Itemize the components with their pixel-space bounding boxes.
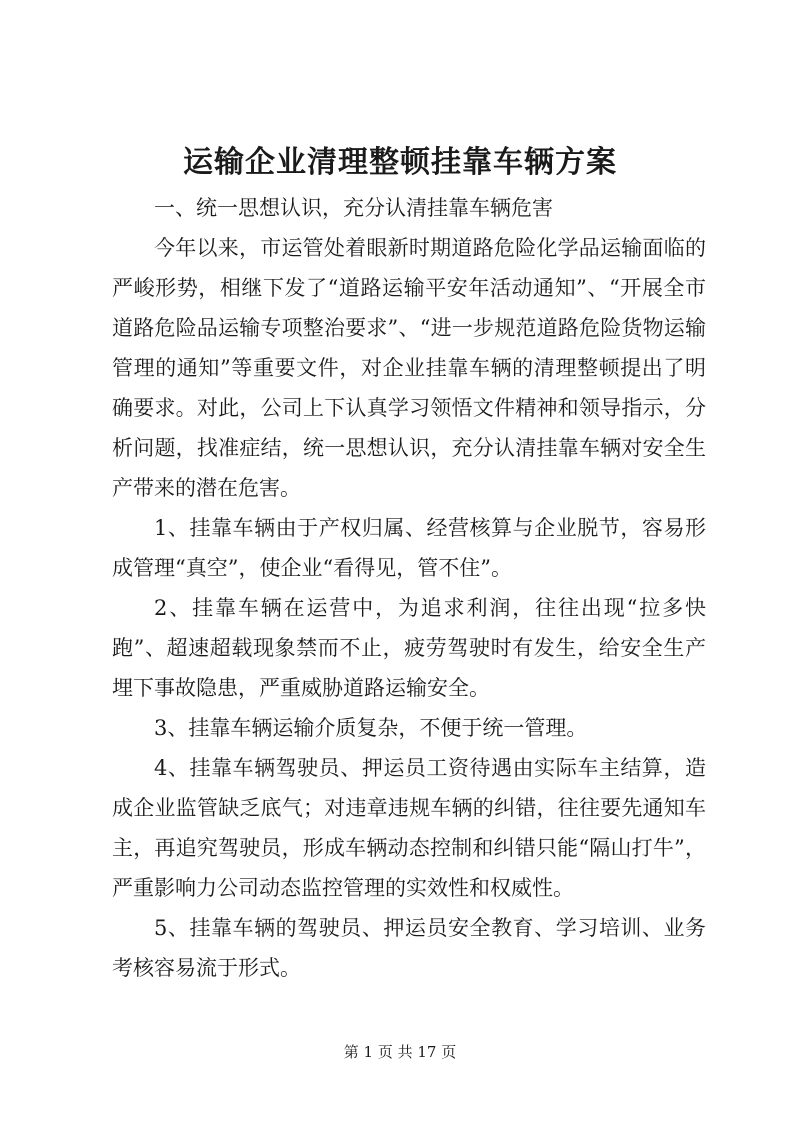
- body-paragraph-item-3: 3、挂靠车辆运输介质复杂，不便于统一管理。: [154, 716, 588, 740]
- page-footer: 第 1 页 共 17 页: [343, 1043, 457, 1061]
- body-paragraph-item-4: 4、挂靠车辆驾驶员、押运员工资待遇由实际车主结算，造成企业监管缺乏底气；对违章违规车辆的纠错，往往要先通知车主，再追究驾驶员，形成车辆动态控制和纠错只能“隔山打牛”，严重影响力公司动态监控管理的实效性和权威性。: [112, 756, 706, 900]
- body-paragraph-item-5: 5、挂靠车辆的驾驶员、押运员安全教育、学习培训、业务考核容易流于形式。: [112, 916, 706, 980]
- body-paragraph-intro: 今年以来，市运管处着眼新时期道路危险化学品运输面临的严峻形势，相继下发了“道路运输平安年活动通知”、“开展全市道路危险品运输专项整治要求”、“进一步规范道路危险货物运输管理的通知”等重要文件，对企业挂靠车辆的清理整顿提出了明确要求。对此，公司上下认真学习领悟文件精神和领导指示，分析问题，找准症结，统一思想认识，充分认清挂靠车辆对安全生产带来的潜在危害。: [112, 236, 706, 500]
- section-heading: 一、统一思想认识，充分认清挂靠车辆危害: [154, 196, 553, 220]
- body-paragraph-item-2: 2、挂靠车辆在运营中，为追求利润，往往出现“拉多快跑”、超速超载现象禁而不止，疲劳驾驶时有发生，给安全生产埋下事故隐患，严重威胁道路运输安全。: [112, 596, 706, 700]
- document-body: [112, 188, 706, 988]
- document-title: 运输企业清理整顿挂靠车辆方案: [183, 145, 617, 180]
- body-paragraph-item-1: 1、挂靠车辆由于产权归属、经营核算与企业脱节，容易形成管理“真空”，使企业“看得见，管不住”。: [112, 516, 706, 580]
